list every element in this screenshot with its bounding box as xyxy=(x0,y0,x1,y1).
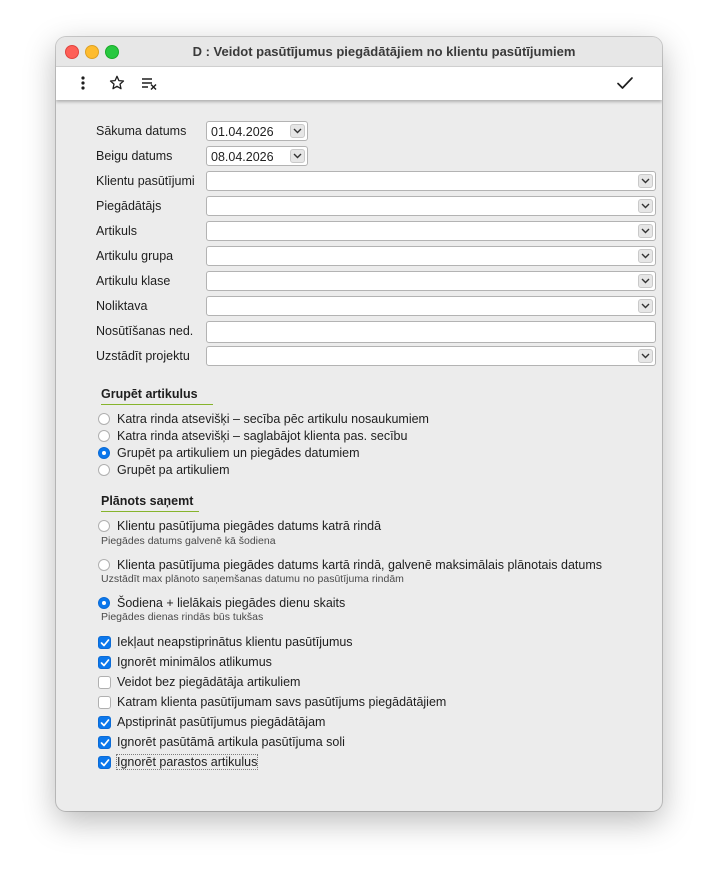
item-class-select[interactable] xyxy=(206,271,656,291)
start-date-input[interactable] xyxy=(206,121,308,141)
chevron-down-icon[interactable] xyxy=(290,149,305,163)
field-label: Uzstādīt projektu xyxy=(96,349,190,363)
field-item-group xyxy=(96,246,656,268)
checkbox-label: Ignorēt parastos artikulus xyxy=(117,755,258,769)
chevron-down-icon[interactable] xyxy=(638,249,653,263)
checkbox-checked[interactable] xyxy=(98,656,111,669)
radio-button-selected[interactable] xyxy=(98,447,110,459)
end-date-input[interactable] xyxy=(206,146,308,166)
checkmark-icon[interactable] xyxy=(615,73,635,93)
field-label: Beigu datums xyxy=(96,149,173,163)
field-label: Piegādātājs xyxy=(96,199,162,213)
clear-list-icon[interactable] xyxy=(140,73,160,93)
radio-button-selected[interactable] xyxy=(98,597,110,609)
warehouse-select[interactable] xyxy=(206,296,656,316)
field-start-date xyxy=(96,121,656,143)
field-warehouse xyxy=(96,296,656,318)
checkbox-checked[interactable] xyxy=(98,636,111,649)
checkbox-checked[interactable] xyxy=(98,736,111,749)
shipping-week-input[interactable] xyxy=(206,321,656,343)
planned-section-title: Plānots saņemt xyxy=(101,494,199,512)
form-content xyxy=(56,100,662,811)
minimize-window-button[interactable] xyxy=(85,45,99,59)
field-shipping-week xyxy=(96,321,656,343)
planned-option-1-hint: Piegādes datums galvenē kā šodiena xyxy=(101,535,276,547)
radio-label: Katra rinda atsevišķi – secība pēc artikulu nosaukumiem xyxy=(117,412,429,426)
close-window-button[interactable] xyxy=(65,45,79,59)
radio-button[interactable] xyxy=(98,430,110,442)
field-item-class xyxy=(96,271,656,293)
chevron-down-icon[interactable] xyxy=(638,274,653,288)
checkbox-checked[interactable] xyxy=(98,756,111,769)
chevron-down-icon[interactable] xyxy=(638,224,653,238)
checkbox-label: Ignorēt pasūtāmā artikula pasūtījuma soli xyxy=(117,735,345,749)
field-customer-orders xyxy=(96,171,656,193)
star-icon[interactable] xyxy=(107,73,127,93)
planned-option-3-hint: Piegādes dienas rindās būs tukšas xyxy=(101,611,264,623)
field-set-project xyxy=(96,346,656,368)
radio-label: Grupēt pa artikuliem un piegādes datumiem xyxy=(117,446,360,460)
field-end-date xyxy=(96,146,656,168)
title-bar xyxy=(56,37,662,67)
group-section-title: Grupēt artikulus xyxy=(101,387,213,405)
chevron-down-icon[interactable] xyxy=(638,299,653,313)
checkbox-label: Katram klienta pasūtījumam savs pasūtījums piegādātājiem xyxy=(117,695,447,709)
toolbar xyxy=(56,67,662,100)
chevron-down-icon[interactable] xyxy=(638,349,653,363)
checkbox-label: Apstiprināt pasūtījumus piegādātājam xyxy=(117,715,326,729)
radio-button[interactable] xyxy=(98,520,110,532)
field-supplier xyxy=(96,196,656,218)
checkbox-checked[interactable] xyxy=(98,716,111,729)
planned-option-2-hint: Uzstādīt max plānoto saņemšanas datumu no pasūtījuma rindām xyxy=(101,573,404,585)
chevron-down-icon[interactable] xyxy=(290,124,305,138)
radio-label: Klienta pasūtījuma piegādes datums kartā rindā, galvenē maksimālais plānotais datums xyxy=(117,558,602,572)
item-select[interactable] xyxy=(206,221,656,241)
field-label: Noliktava xyxy=(96,299,148,313)
field-label: Nosūtīšanas ned. xyxy=(96,324,194,338)
radio-button[interactable] xyxy=(98,413,110,425)
checkbox-unchecked[interactable] xyxy=(98,676,111,689)
radio-label: Katra rinda atsevišķi – saglabājot klienta pas. secību xyxy=(117,429,408,443)
radio-label: Šodiena + lielākais piegādes dienu skaits xyxy=(117,596,346,610)
checkbox-unchecked[interactable] xyxy=(98,696,111,709)
window-title: D : Veidot pasūtījumus piegādātājiem no klientu pasūtījumiem xyxy=(192,44,576,59)
field-value: 08.04.2026 xyxy=(211,150,274,164)
radio-button[interactable] xyxy=(98,464,110,476)
supplier-select[interactable] xyxy=(206,196,656,216)
field-label: Artikulu grupa xyxy=(96,249,174,263)
chevron-down-icon[interactable] xyxy=(638,174,653,188)
radio-label: Klientu pasūtījuma piegādes datums katrā rindā xyxy=(117,519,382,533)
checkbox-label: Iekļaut neapstiprinātus klientu pasūtījumus xyxy=(117,635,353,649)
field-label: Klientu pasūtījumi xyxy=(96,174,195,188)
dialog-window xyxy=(56,37,662,811)
project-select[interactable] xyxy=(206,346,656,366)
field-label: Sākuma datums xyxy=(96,124,187,138)
field-label: Artikulu klase xyxy=(96,274,171,288)
checkbox-label: Veidot bez piegādātāja artikuliem xyxy=(117,675,301,689)
vertical-ellipsis-icon[interactable] xyxy=(73,73,93,93)
radio-button[interactable] xyxy=(98,559,110,571)
customer-orders-select[interactable] xyxy=(206,171,656,191)
checkbox-label: Ignorēt minimālos atlikumus xyxy=(117,655,272,669)
radio-label: Grupēt pa artikuliem xyxy=(117,463,230,477)
field-item xyxy=(96,221,656,243)
chevron-down-icon[interactable] xyxy=(638,199,653,213)
item-group-select[interactable] xyxy=(206,246,656,266)
field-value: 01.04.2026 xyxy=(211,125,274,139)
field-label: Artikuls xyxy=(96,224,137,238)
